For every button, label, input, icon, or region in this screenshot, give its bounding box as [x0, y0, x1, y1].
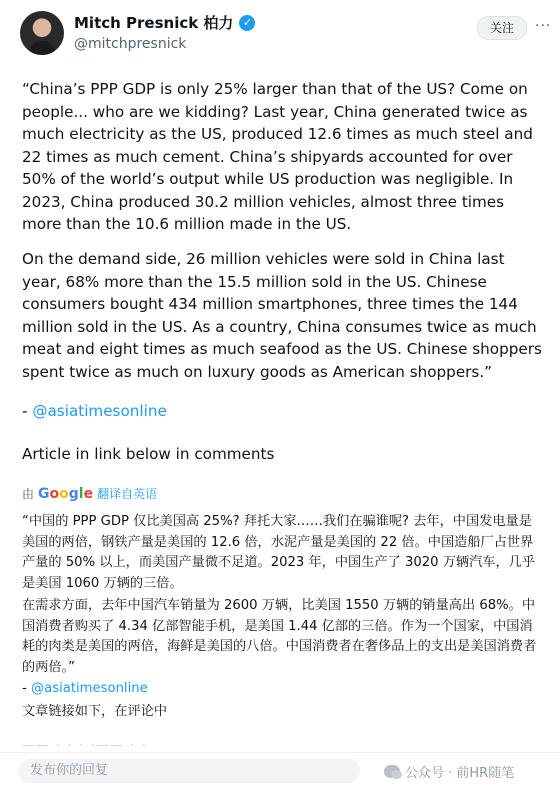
verified-badge-icon: ✓ [239, 15, 255, 31]
translation-attribution-prefix: - [22, 681, 31, 696]
tweet-attribution [22, 400, 542, 423]
translation-paragraph-2: 在需求方面，去年中国汽车销量为 2600 万辆，比美国 1550 万辆的销量高出 68%。中国消费者购买了 4.34 亿部智能手机，是美国 1.44 亿部的三倍。作为一个国家，中国消耗的肉类是美国的两倍，海鲜是美国的八倍。中国消费者在奢侈品上的支出是美国消费者的两倍。” [22, 598, 537, 675]
translation-paragraph-1: “中国的 PPP GDP 仅比美国高 25%? 拜托大家……我们在骗谁呢? 去年，中国发电量是美国的两倍，钢铁产量是美国的 12.6 倍，水泥产量是美国的 22 倍。中国造船厂占世界产量的 50% 以上，而美国产量微不足道。2023 年，中国生产了 3020 万辆汽车，几乎是美国 1060 万辆的三倍。 [22, 514, 536, 591]
more-options-icon[interactable]: ··· [535, 18, 552, 34]
author-name[interactable]: Mitch Presnick 柏力 [74, 14, 234, 32]
tweet-paragraph-2: On the demand side, 26 million vehicles were sold in China last year, 68% more than the 15.5 million sold in the US. Chinese consumers bought 434 million smartphones, three times the 144 million sold in the US. As a country, China consumes twice as much meat and eight times as much seafood as the US. Chinese shoppers spent twice as much on luxury goods as American shoppers.” [22, 250, 542, 381]
attribution-prefix: - [22, 402, 33, 420]
google-logo: Google [38, 485, 94, 502]
wechat-watermark [384, 762, 514, 781]
translated-by-label: 由 [22, 487, 35, 501]
translation-paragraph-article: 文章链接如下，在评论中 [22, 704, 168, 719]
avatar[interactable] [20, 11, 64, 55]
faded-text-remnant: —— · · · ·—— · · [22, 738, 148, 752]
tweet-paragraph-1: “China’s PPP GDP is only 25% larger than that of the US? Come on people... who are we kidding? Last year, China generated twice as much electricity as the US, produced 12.6 times as much steel and 22 times as much cement. China’s shipyards accounted for over 50% of the world’s output while US production was negligible. In 2023, China produced 30.2 million vehicles, almost three times more than the 10.6 million made in the US. [22, 80, 533, 233]
translation-banner [22, 485, 157, 502]
watermark-text: 公众号 · 前HR随笔 [405, 766, 515, 781]
reply-bar [0, 752, 560, 790]
reply-input[interactable]: 发布你的回复 [18, 759, 360, 783]
author-handle[interactable]: @mitchpresnick [74, 36, 187, 52]
author-name-row [74, 12, 255, 33]
translation-attribution [22, 679, 542, 700]
wechat-icon [384, 765, 400, 778]
tweet-header [0, 0, 560, 70]
tweet-paragraph-article: Article in link below in comments [22, 445, 275, 463]
translated-from-english-link[interactable]: 翻译自英语 [97, 487, 158, 501]
asiatimes-mention-link[interactable]: @asiatimesonline [32, 402, 167, 420]
follow-button[interactable]: 关注 [477, 16, 527, 40]
translation-asiatimes-link[interactable]: @asiatimesonline [30, 681, 148, 696]
